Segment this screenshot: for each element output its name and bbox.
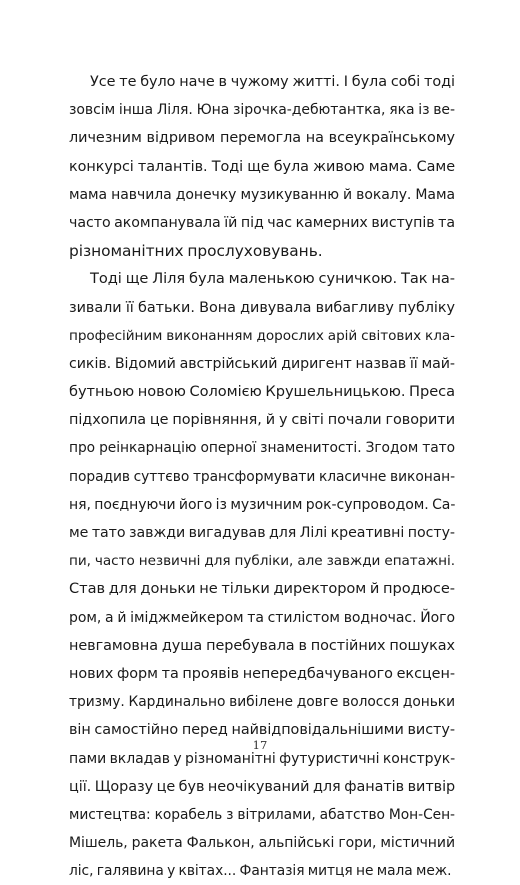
text-line: сиків. Відомий австрійський диригент назвав її май- [69, 355, 455, 372]
text-line: ня, поєднуючи його із музичним рок-супроводом. Са- [69, 496, 456, 513]
text-line: Усе те було наче в чужому житті. І була собі тоді [90, 74, 455, 90]
text-line: різноманітних прослуховувань. [69, 242, 323, 261]
text-line: мама навчила донечку музикуванню й вокалу. Мама [69, 186, 455, 203]
text-line: пи, часто незвичні для публіки, але завжди епатажні. [69, 553, 455, 570]
text-line: ції. Щоразу це був неочікуваний для фанатів витвір [69, 778, 456, 795]
text-line: Мішель, ракета Фалькон, альпійські гори, містичний [69, 835, 455, 852]
text-line: порадив суттєво трансформувати класичне виконан- [69, 468, 455, 485]
text-line: ром, а й іміджмейкером та стилістом водночас. Його [69, 609, 455, 626]
text-line: невгамовна душа перебувала в постійних пошуках [69, 637, 455, 654]
text-line: ме тато завжди вигадував для Лілі креативні посту- [69, 525, 455, 541]
text-line: мистецтва: корабель з вітрилами, абатство Мон-Сен- [69, 806, 455, 823]
text-line: личезним відривом перемогла на всеукраїнському [69, 130, 455, 147]
text-line: зовсім інша Ліля. Юна зірочка-дебютантка, яка із ве- [69, 102, 455, 119]
text-line: він самостійно перед найвідповідальнішими висту- [69, 722, 455, 739]
page-number: 17 [252, 738, 268, 752]
text-line: професійним виконанням дорослих арій світових кла- [69, 327, 455, 344]
text-line: Став для доньки не тільки директором й продюсе- [69, 580, 455, 598]
text-line: конкурсі талантів. Тоді ще була живою мама. Саме [69, 158, 455, 175]
text-line: тризму. Кардинально вибілене довге волосся доньки [69, 694, 455, 711]
text-line: Тоді ще Ліля була маленькою суничкою. Так на- [90, 270, 455, 288]
text-line: про реінкарнацію оперної знаменитості. Згодом тато [69, 440, 455, 457]
text-line: нових форм та проявів непередбачуваного ексцен- [69, 665, 455, 682]
text-line: ліс, галявина у квітах... Фантазія митця не мала меж. [69, 863, 452, 880]
text-line: підхопила це порівняння, й у світі почали говорити [69, 412, 455, 429]
text-line: часто акомпанувала їй під час камерних виступів та [69, 214, 455, 231]
text-line: бутньою новою Соломією Крушельницькою. Преса [69, 383, 455, 401]
text-line: пами вкладав у різноманітні футуристичні конструк- [69, 750, 456, 767]
text-line: зивали її батьки. Вона дивувала вибагливу публіку [69, 299, 455, 316]
body-text [69, 68, 455, 885]
